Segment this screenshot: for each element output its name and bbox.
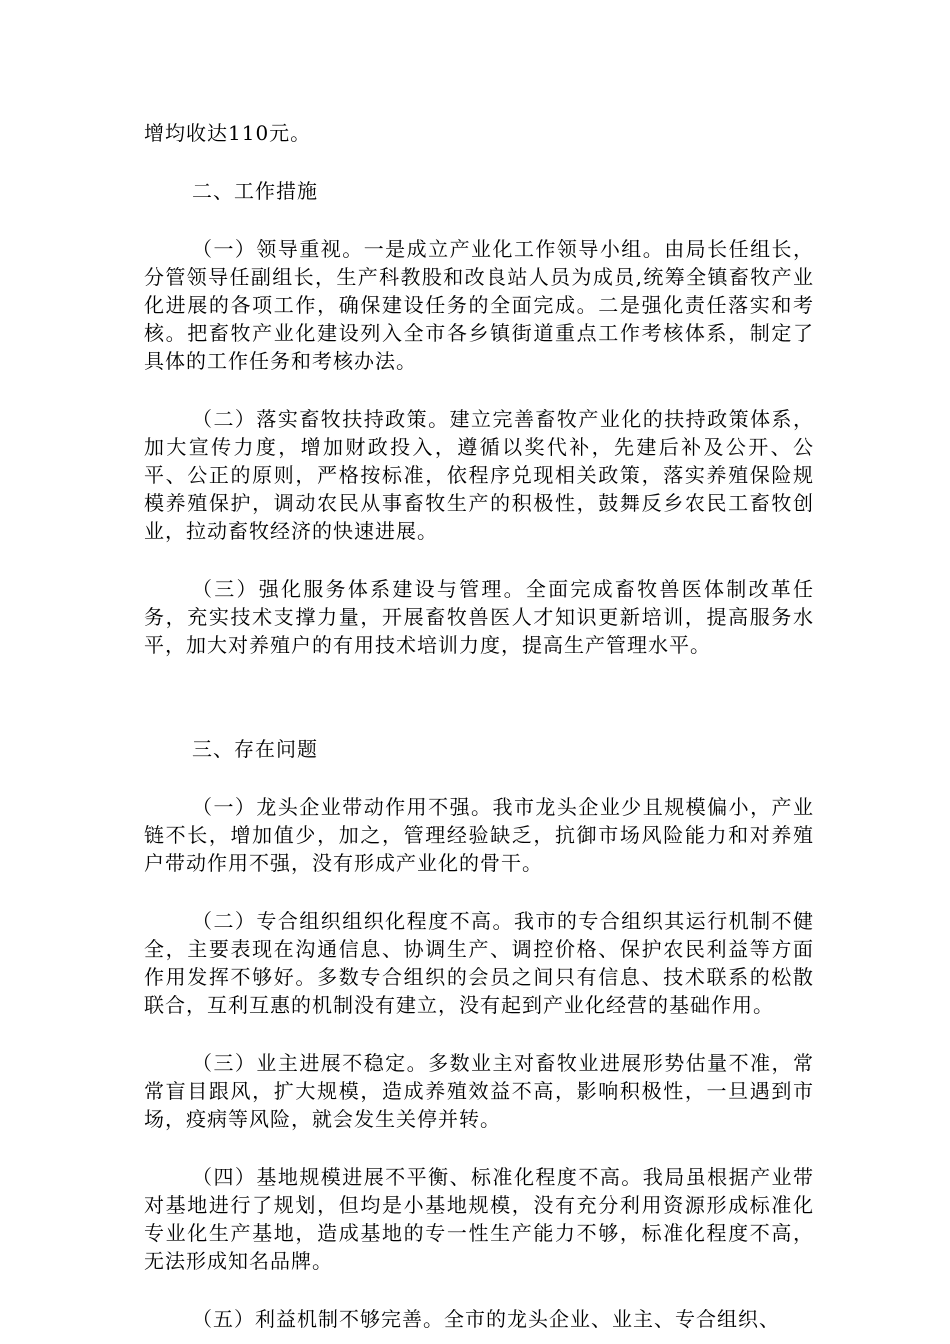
paragraph-owner-instability: （三）业主进展不稳定。多数业主对畜牧业进展形势估量不准，常常盲目跟风，扩大规模，造成养殖效益不高，影响积极性，一旦遇到市场，疫病等风险，就会发生关停并转。 — [144, 1051, 814, 1131]
paragraph-base-scale: （四）基地规模进展不平衡、标准化程度不高。我局虽根据产业带对基地进行了规划，但均是小基地规模，没有充分利用资源形成标准化专业化生产基地，造成基地的专一性生产能力不够，标准化程度不高，无法形成知名品牌。 — [144, 1165, 814, 1273]
paragraph-income-increase: 增均收达110元。 — [144, 121, 312, 145]
heading-existing-problems: 三、存在问题 — [192, 737, 318, 761]
heading-work-measures: 二、工作措施 — [192, 179, 318, 203]
paragraph-leading-enterprises: （一）龙头企业带动作用不强。我市龙头企业少且规模偏小，产业链不长，增加值少，加之，管理经验缺乏，抗御市场风险能力和对养殖户带动作用不强，没有形成产业化的骨干。 — [144, 795, 814, 875]
paragraph-support-policy: （二）落实畜牧扶持政策。建立完善畜牧产业化的扶持政策体系，加大宣传力度，增加财政投入，遵循以奖代补，先建后补及公开、公平、公正的原则，严格按标准，依程序兑现相关政策，落实养殖保险规模养殖保护，调动农民从事畜牧生产的积极性，鼓舞反乡农民工畜牧创业，拉动畜牧经济的快速进展。 — [144, 407, 814, 543]
paragraph-leadership-attention: （一）领导重视。一是成立产业化工作领导小组。由局长任组长，分管领导任副组长，生产科教股和改良站人员为成员,统筹全镇畜牧产业化进展的各项工作，确保建设任务的全面完成。二是强化责任落实和考核。把畜牧产业化建设列入全市各乡镇街道重点工作考核体系，制定了具体的工作任务和考核办法。 — [144, 237, 814, 373]
document-body — [144, 119, 814, 1333]
paragraph-service-system: （三）强化服务体系建设与管理。全面完成畜牧兽医体制改革任务，充实技术支撑力量，开展畜牧兽医人才知识更新培训，提高服务水平，加大对养殖户的有用技术培训力度，提高生产管理水平。 — [144, 577, 814, 657]
paragraph-benefit-mechanism: （五）利益机制不够完善。全市的龙头企业、业主、专合组织、 — [192, 1307, 780, 1331]
paragraph-cooperative-organizations: （二）专合组织组织化程度不高。我市的专合组织其运行机制不健全，主要表现在沟通信息、协调生产、调控价格、保护农民利益等方面作用发挥不够好。多数专合组织的会员之间只有信息、技术联系的松散联合，互利互惠的机制没有建立，没有起到产业化经营的基础作用。 — [144, 909, 814, 1017]
